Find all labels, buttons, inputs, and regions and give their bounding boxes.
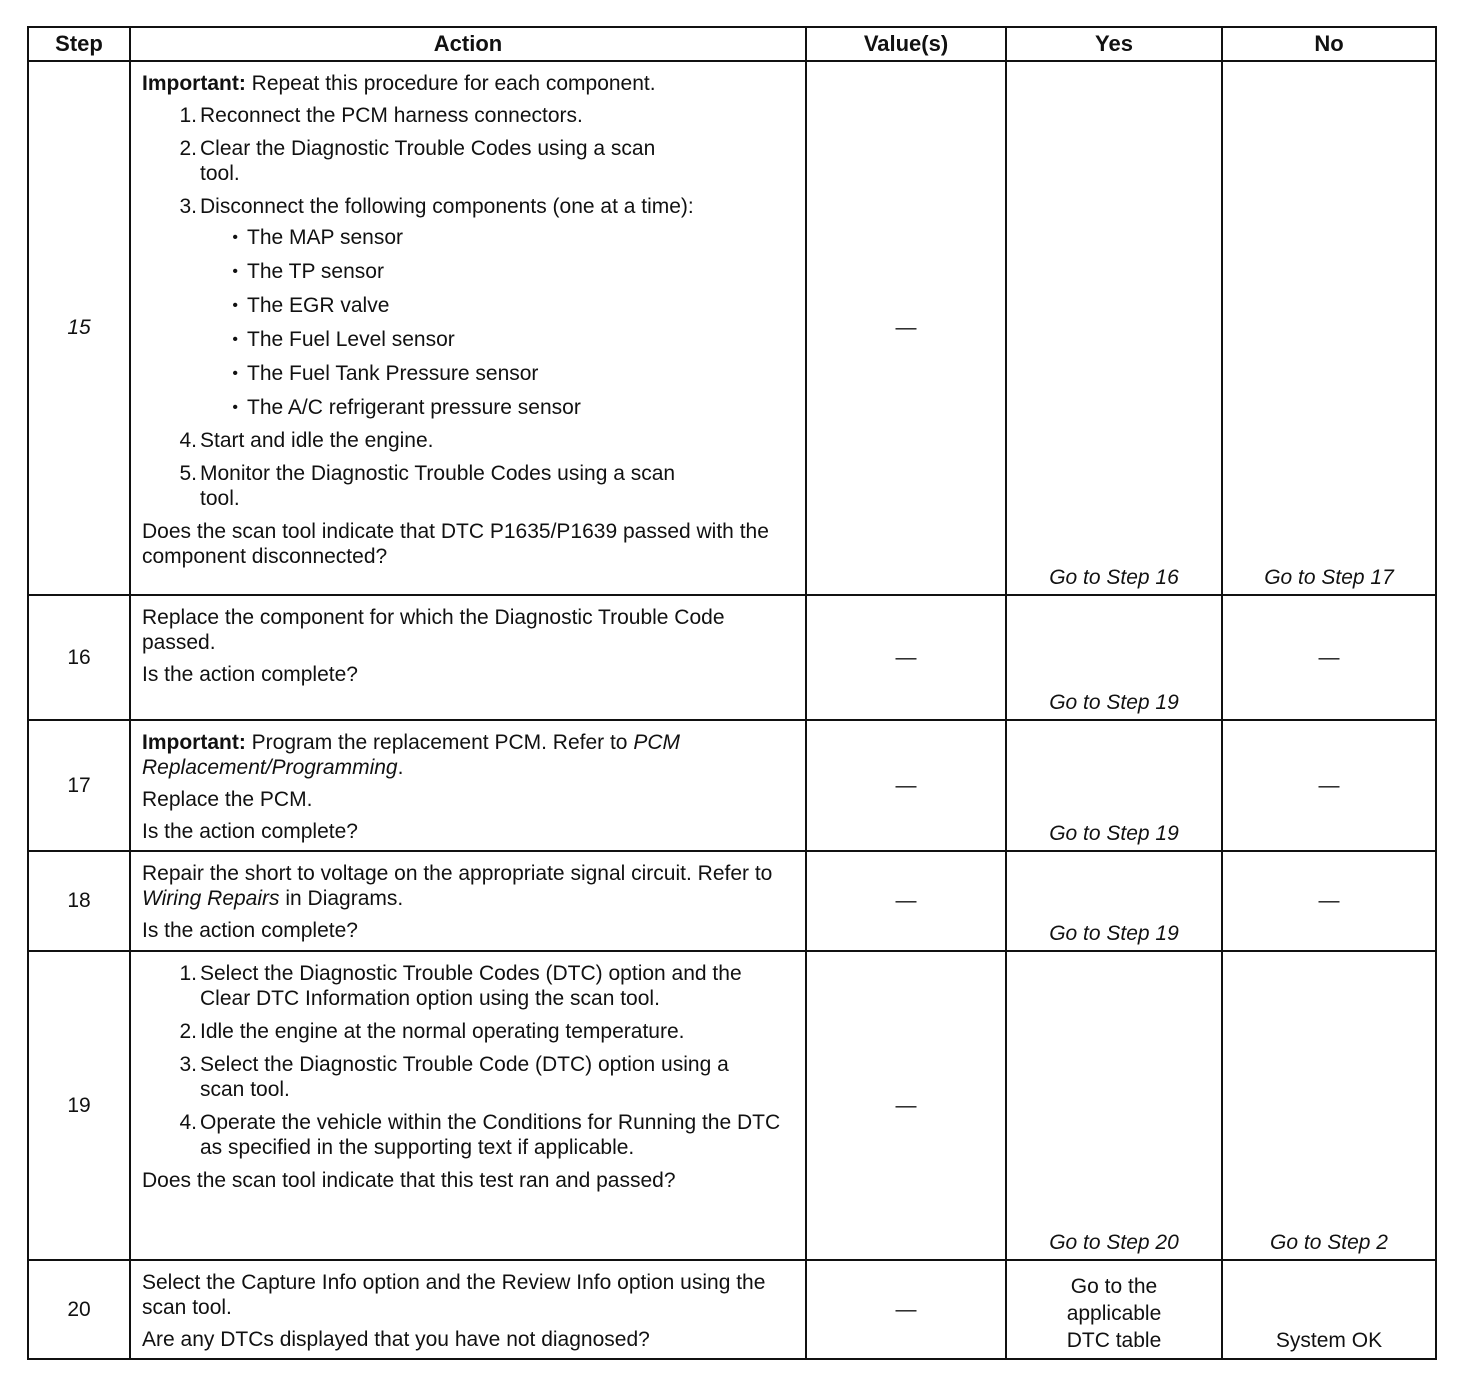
value-cell: — (806, 61, 1006, 595)
action-text-b: in Diagrams. (279, 887, 404, 910)
list-item (200, 259, 795, 284)
list-item (142, 461, 795, 511)
item-number: 3. (179, 195, 197, 218)
table-row (28, 851, 1436, 951)
list-item (142, 428, 795, 453)
step-number: 17 (28, 720, 130, 851)
bullet-icon: • (232, 229, 238, 246)
no-cell: Go to Step 17 (1222, 61, 1436, 595)
reference-link: Wiring Repairs (142, 887, 280, 910)
component-list (200, 225, 795, 420)
bullet-text: The A/C refrigerant pressure sensor (247, 396, 581, 419)
item-number: 2. (179, 1020, 197, 1043)
bullet-text: The TP sensor (247, 260, 384, 283)
action-cell (130, 720, 806, 851)
bullet-text: The Fuel Tank Pressure sensor (247, 362, 539, 385)
table-row (28, 595, 1436, 720)
list-item (200, 395, 795, 420)
bullet-icon: • (232, 263, 238, 280)
question-text: Is the action complete? (142, 820, 358, 843)
item-number: 1. (179, 962, 197, 985)
item-text: Select the Diagnostic Trouble Code (DTC) option using a scan tool. (200, 1053, 729, 1101)
table-row (28, 720, 1436, 851)
item-number: 4. (179, 429, 197, 452)
yes-cell: Go to Step 20 (1006, 951, 1222, 1260)
yes-cell: Go to Step 16 (1006, 61, 1222, 595)
bullet-text: The EGR valve (247, 294, 390, 317)
value-cell: — (806, 951, 1006, 1260)
important-label: Important: (142, 731, 246, 754)
list-item (142, 1110, 795, 1160)
action-text: Replace the component for which the Diagnostic Trouble Code passed. (142, 606, 725, 654)
item-text: Idle the engine at the normal operating temperature. (200, 1020, 685, 1043)
step-number: 16 (28, 595, 130, 720)
item-text: Disconnect the following components (one at a time): (200, 195, 694, 218)
step-number: 15 (28, 61, 130, 595)
item-number: 4. (179, 1111, 197, 1134)
bullet-icon: • (232, 365, 238, 382)
no-cell: — (1222, 720, 1436, 851)
item-number: 2. (179, 137, 197, 160)
item-text: Clear the Diagnostic Trouble Codes using a scan tool. (200, 137, 656, 185)
value-cell: — (806, 720, 1006, 851)
value-cell: — (806, 1260, 1006, 1359)
step-number: 19 (28, 951, 130, 1260)
bullet-icon: • (232, 331, 238, 348)
item-number: 3. (179, 1053, 197, 1076)
list-item (142, 961, 795, 1011)
header-step: Step (28, 27, 130, 61)
header-no: No (1222, 27, 1436, 61)
question-text: Is the action complete? (142, 663, 358, 686)
no-cell: — (1222, 851, 1436, 951)
list-item (200, 225, 795, 250)
header-row (28, 27, 1436, 61)
important-end: . (397, 756, 404, 779)
item-text: Start and idle the engine. (200, 429, 434, 452)
diagnostic-table (27, 26, 1437, 1360)
item-number: 5. (179, 462, 197, 485)
value-cell: — (806, 595, 1006, 720)
yes-cell: Go to Step 19 (1006, 595, 1222, 720)
header-yes: Yes (1006, 27, 1222, 61)
no-cell: System OK (1222, 1260, 1436, 1359)
list-item (200, 327, 795, 352)
list-item (200, 293, 795, 318)
item-text: Monitor the Diagnostic Trouble Codes using a scan tool. (200, 462, 676, 510)
list-item (142, 194, 795, 420)
item-text: Operate the vehicle within the Conditions for Running the DTC as specified in the supporting text if applicable. (200, 1111, 781, 1159)
question-text: Does the scan tool indicate that DTC P1635/P1639 passed with the component disconnected? (142, 520, 769, 568)
table-row (28, 1260, 1436, 1359)
list-item (200, 361, 795, 386)
table-row (28, 951, 1436, 1260)
step-number: 20 (28, 1260, 130, 1359)
list-item (142, 1019, 795, 1044)
step-list (142, 961, 795, 1160)
list-item (142, 1052, 795, 1102)
important-text: Repeat this procedure for each component. (245, 72, 656, 95)
value-cell: — (806, 851, 1006, 951)
item-number: 1. (179, 104, 197, 127)
list-item (142, 103, 795, 128)
header-values: Value(s) (806, 27, 1006, 61)
reference-link: PCM Replacement/Programming (142, 731, 680, 779)
bullet-icon: • (232, 297, 238, 314)
bullet-icon: • (232, 399, 238, 416)
item-text: Reconnect the PCM harness connectors. (200, 104, 583, 127)
item-text: Select the Diagnostic Trouble Codes (DTC) option and the Clear DTC Information option using the scan tool. (200, 962, 742, 1010)
bullet-text: The MAP sensor (247, 226, 404, 249)
action-cell (130, 595, 806, 720)
important-note (142, 730, 795, 780)
item-body (200, 194, 795, 420)
important-text: Program the replacement PCM. Refer to (245, 731, 634, 754)
action-cell (130, 61, 806, 595)
step-number: 18 (28, 851, 130, 951)
action-cell (130, 851, 806, 951)
no-cell: Go to Step 2 (1222, 951, 1436, 1260)
action-cell (130, 1260, 806, 1359)
action-text-a: Repair the short to voltage on the appropriate signal circuit. Refer to (142, 862, 773, 885)
action-text (142, 861, 795, 911)
step-list (142, 103, 795, 511)
yes-cell (1006, 1260, 1222, 1359)
yes-text: Go to the applicable DTC table (1066, 1275, 1162, 1352)
header-action: Action (130, 27, 806, 61)
question-text: Is the action complete? (142, 919, 358, 942)
important-label: Important: (142, 72, 246, 95)
yes-cell: Go to Step 19 (1006, 851, 1222, 951)
action-text: Select the Capture Info option and the Review Info option using the scan tool. (142, 1271, 766, 1319)
important-note (142, 71, 795, 96)
no-cell: — (1222, 595, 1436, 720)
list-item (142, 136, 795, 186)
question-text: Does the scan tool indicate that this test ran and passed? (142, 1169, 676, 1192)
question-text: Are any DTCs displayed that you have not diagnosed? (142, 1328, 650, 1351)
bullet-text: The Fuel Level sensor (247, 328, 455, 351)
action-cell (130, 951, 806, 1260)
table-row (28, 61, 1436, 595)
yes-cell: Go to Step 19 (1006, 720, 1222, 851)
action-text: Replace the PCM. (142, 788, 313, 811)
